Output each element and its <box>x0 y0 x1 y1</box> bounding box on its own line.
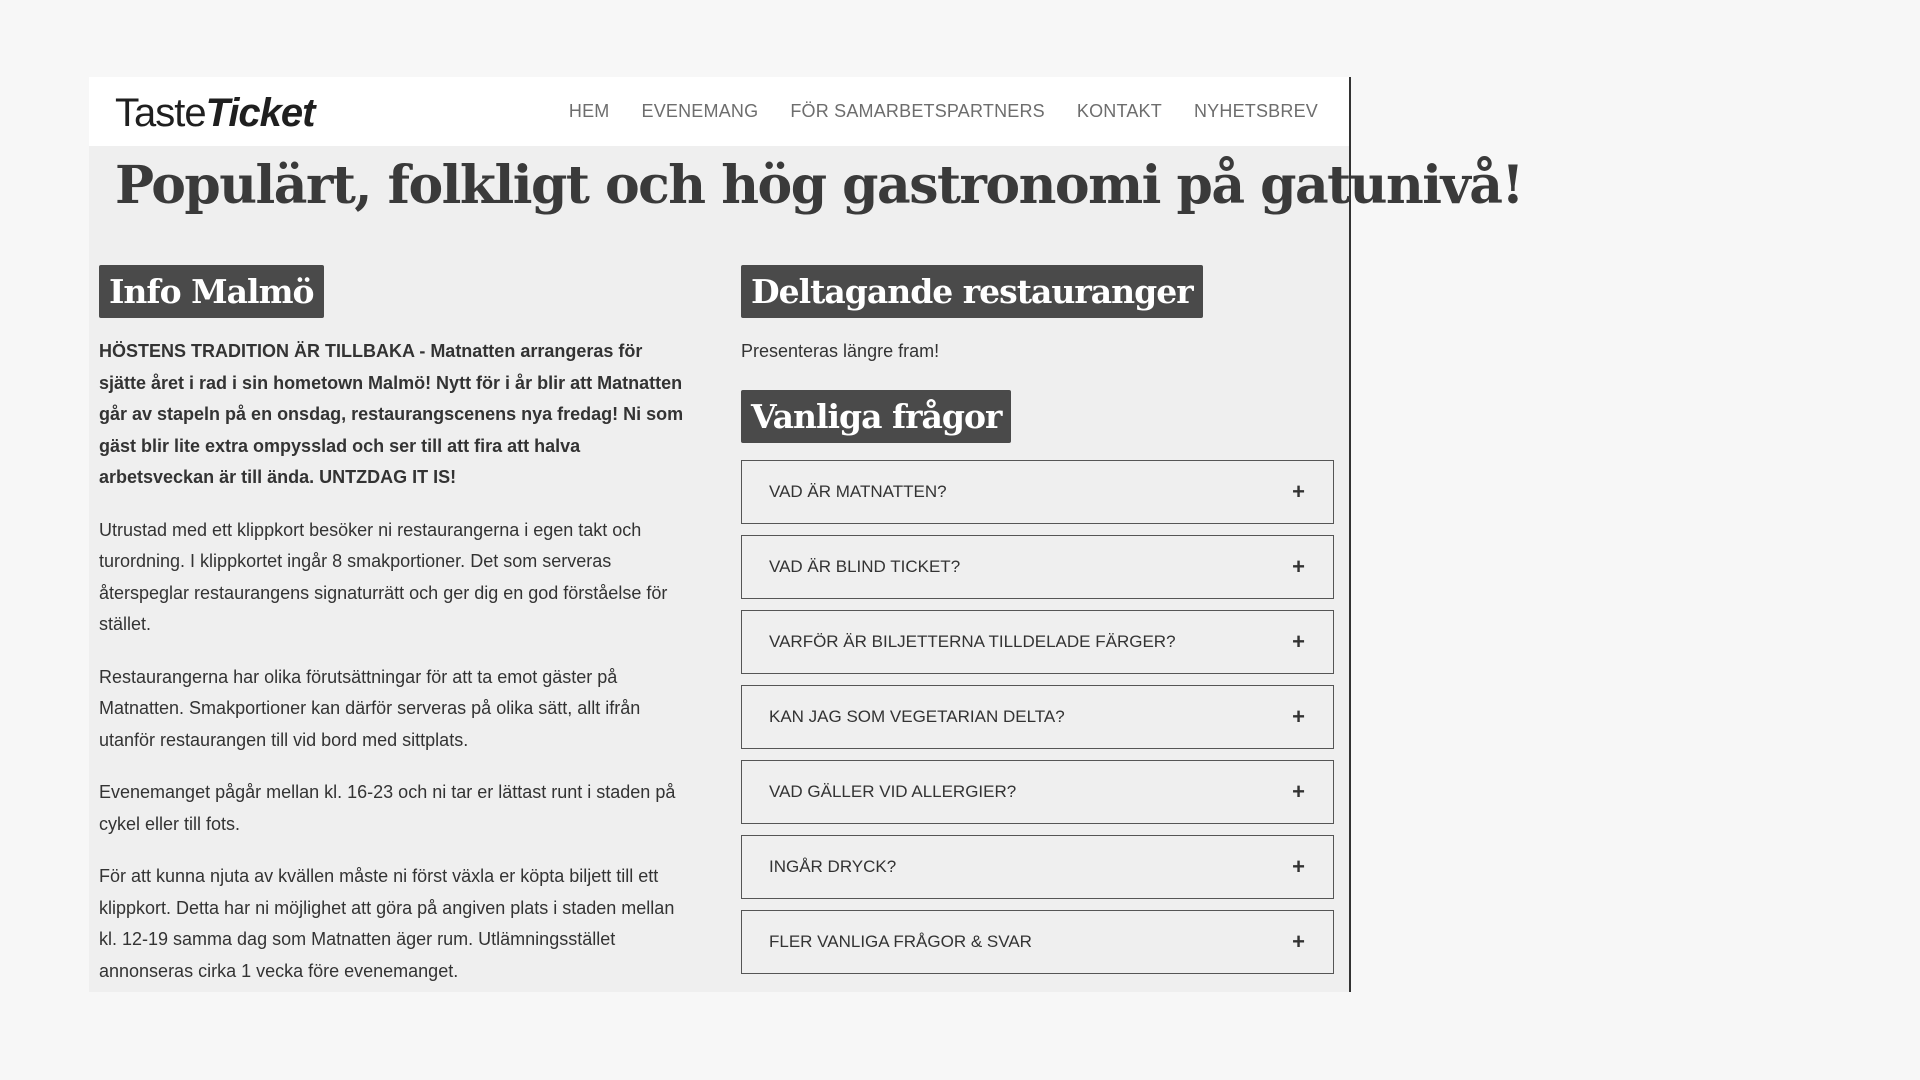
info-text <box>99 336 694 1008</box>
info-paragraph: Evenemanget pågår mellan kl. 16-23 och ni tar er lättast runt i staden på cykel eller till fots. <box>99 782 676 834</box>
restaurants-text: Presenteras längre fram! <box>741 341 940 361</box>
faq-item-matnatten[interactable] <box>741 460 1334 524</box>
plus-icon: + <box>1292 479 1305 504</box>
faq-item-blind-ticket[interactable] <box>741 535 1334 599</box>
faq-item-fler-fragor[interactable] <box>741 910 1334 974</box>
plus-icon: + <box>1292 929 1305 954</box>
plus-icon: + <box>1292 854 1305 879</box>
faq-item-dryck[interactable] <box>741 835 1334 899</box>
nav-item-kontakt[interactable]: KONTAKT <box>1076 101 1162 121</box>
restaurants-title: Deltagande restauranger <box>741 265 1203 318</box>
plus-icon: + <box>1292 779 1305 804</box>
page-headline: Populärt, folkligt och hög gastronomi på gatunivå! <box>115 155 1523 216</box>
nav-item-evenemang[interactable]: EVENEMANG <box>641 101 759 121</box>
faq-question: KAN JAG SOM VEGETARIAN DELTA? <box>769 707 1065 726</box>
info-paragraph: För att kunna njuta av kvällen måste ni först växla er köpta biljett till ett klippkort. Detta har ni möjlighet att göra på angiven plats i staden mellan kl. 12-19 samma dag som Matnatten äger rum. Utlämningsstället annonseras cirka 1 vecka före evenemanget. <box>99 866 675 981</box>
plus-icon: + <box>1292 629 1305 654</box>
logo-taste: Taste <box>115 91 206 135</box>
info-paragraph-lead: HÖSTENS TRADITION ÄR TILLBAKA - Matnatten arrangeras för sjätte året i rad i sin hometown Malmö! Nytt för i år blir att Matnatten går av stapeln på en onsdag, restaurangscenens nya fredag! Ni som gäst blir lite extra ompysslad och ser till att fira att halva arbetsveckan är till ända. UNTZDAG IT IS! <box>99 341 684 487</box>
faq-question: VAD ÄR BLIND TICKET? <box>769 557 961 576</box>
faq-title: Vanliga frågor <box>741 390 1011 443</box>
logo-ticket: Ticket <box>205 91 315 135</box>
nav-item-hem[interactable]: HEM <box>568 101 610 121</box>
faq-question: VAD GÄLLER VID ALLERGIER? <box>769 782 1017 801</box>
plus-icon: + <box>1292 554 1305 579</box>
faq-list <box>741 460 1334 985</box>
faq-question: VAD ÄR MATNATTEN? <box>769 482 947 501</box>
nav-item-samarbetspartners[interactable]: FÖR SAMARBETSPARTNERS <box>790 101 1045 121</box>
faq-item-allergier[interactable] <box>741 760 1334 824</box>
faq-question: VARFÖR ÄR BILJETTERNA TILLDELADE FÄRGER? <box>769 632 1176 651</box>
site-header <box>89 77 1349 146</box>
info-paragraph: Restaurangerna har olika förutsättningar för att ta emot gäster på Matnatten. Smakportioner kan därför serveras på olika sätt, allt ifrån utanför restaurangen till vid bord med sittplats. <box>99 666 641 750</box>
nav-item-nyhetsbrev[interactable]: NYHETSBREV <box>1193 101 1318 121</box>
main-nav <box>569 101 1318 122</box>
info-paragraph: Utrustad med ett klippkort besöker ni restaurangerna i egen takt och turordning. I klippkortet ingår 8 smakportioner. Det som serveras återspeglar restaurangens signaturrätt och ger dig en god förståelse för stället. <box>99 519 668 634</box>
faq-item-vegetarian[interactable] <box>741 685 1334 749</box>
plus-icon: + <box>1292 704 1305 729</box>
faq-question: INGÅR DRYCK? <box>769 857 897 876</box>
info-malmo-title: Info Malmö <box>99 265 324 318</box>
faq-item-farger[interactable] <box>741 610 1334 674</box>
faq-question: FLER VANLIGA FRÅGOR & SVAR <box>769 932 1032 951</box>
tasteticket-logo[interactable] <box>115 91 315 135</box>
website-frame <box>89 77 1523 992</box>
